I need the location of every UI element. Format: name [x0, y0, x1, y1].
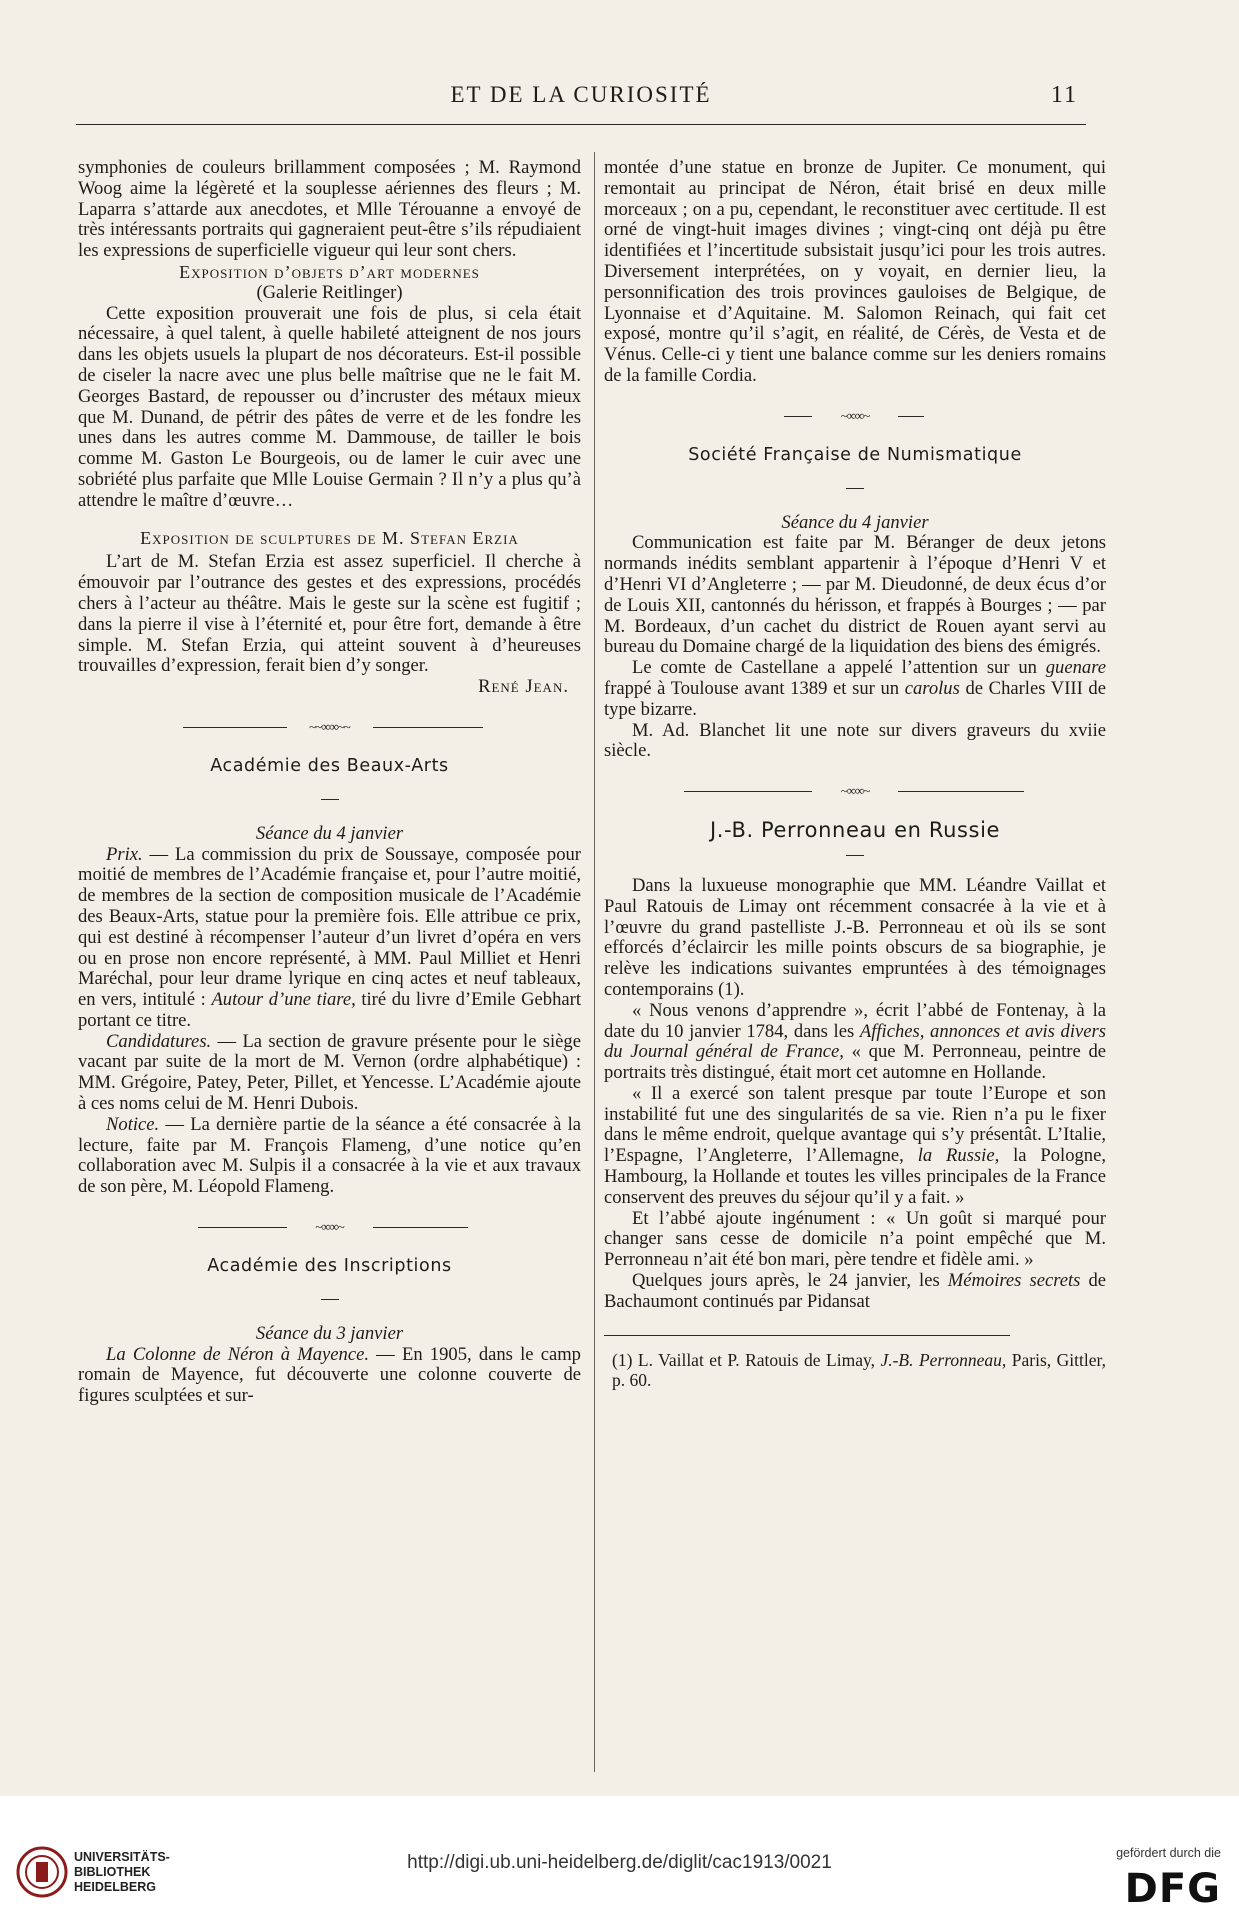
paragraph-lead: Notice.: [106, 1113, 160, 1135]
paragraph: Communication est faite par M. Béranger de deux jetons normands inédits semblant appartenir à l’époque d’Henri V et d’Henri VI d’Angleterre ; — par M. Dieudonné, de deux écus d’or de Louis XII, cantonnés du hérisson, et frappés à Bourges ; — par M. Bordeaux, d’un cachet du district de Rouen ayant servi au bureau du Domaine chargé de la liquidation des biens des émigrés.: [604, 532, 1106, 658]
paragraph: montée d’une statue en bronze de Jupiter. Ce monument, qui remontait au principat de Néron, était brisé en deux mille morceaux ; on a pu, cependant, le reconstituer avec certitude. Il est orné de vingt-huit images divines ; vingt-cinq ont déjà pu être identifiées et l’incertitude subsistait jusqu’ici pour les trois autres. Diversement interprétées, on y voyait, en dernier lieu, la personnification des trois provinces gauloises de Belgique, de Lyonnaise et d’Aquitaine. M. Salomon Reinach, qui fait cet exposé, montre qu’il s’agit, en réalité, de Cérès, de Vesta et de Vénus. Celle-ci y tient une balance comme sur les deniers romains de la famille Cordia.: [604, 157, 1106, 386]
section-title: Académie des Beaux-Arts: [210, 755, 449, 776]
library-name: UNIVERSITÄTS-BIBLIOTHEK HEIDELBERG: [74, 1850, 170, 1894]
short-rule: [846, 488, 864, 489]
footnote-text: Paris, Gittler, p. 60.: [612, 1349, 1107, 1390]
paragraph: [604, 1084, 1106, 1209]
paragraph-text: frappé à Toulouse avant 1389 et sur un: [604, 677, 905, 699]
article-title: J.-B. Perronneau en Russie: [709, 818, 1001, 843]
paragraph: M. Ad. Blanchet lit une note sur divers graveurs du xviie siècle.: [604, 719, 1106, 762]
paragraph-text: « Il a exercé son talent presque par toute l’Europe et son instabilité fut une des singularités de sa vie. Rien n’a pu le fixer dans le même endroit, quelque avantage qui s’y présentât. L’Italie, l’Espagne, l’Angleterre, l’Allemagne,: [604, 1082, 1106, 1167]
ornament-divider: ~∞∞~: [604, 409, 1106, 425]
coin-name: guenare: [1045, 657, 1106, 679]
ornament-divider: ~∞∞~: [604, 784, 1106, 800]
paragraph-lead: La Colonne de Néron à Mayence.: [106, 1343, 369, 1365]
paragraph-text: de Bachaumont continués par Pidansat: [604, 1270, 1106, 1312]
paragraph: Et l’abbé ajoute ingénument : « Un goût si marqué pour changer sans cesse de domicile n’a point empêché que M. Perronneau n’ait été bon mari, père tendre et fidèle ami. »: [604, 1207, 1106, 1271]
paragraph: [78, 845, 581, 1032]
paragraph: symphonies de couleurs brillamment composées ; M. Raymond Woog aime la légèreté et la souplesse aériennes des fleurs ; M. Laparra s’attarde aux anecdotes, et Mlle Térouanne a envoyé de très intéressants portraits qui gagneraient peut-être s’ils répudiaient les expressions de superficielle vigueur qui leur sont chers.: [78, 157, 581, 262]
footnote: [604, 1350, 1106, 1390]
footnote-rule: [604, 1335, 1010, 1336]
short-rule: [846, 855, 864, 856]
source-url[interactable]: http://digi.ub.uni-heidelberg.de/diglit/cac1913/0021: [407, 1852, 832, 1873]
column-divider: [594, 152, 595, 1772]
paragraph: [78, 1115, 581, 1198]
header-rule: [76, 124, 1086, 125]
paragraph-text: — La dernière partie de la séance a été consacrée à la lecture, faite par M. François Flameng, d’une notice qu’en collaboration avec M. Sulpis il a consacrée à la vie et aux travaux de son père, M. Léopold Flameng.: [78, 1113, 581, 1198]
paragraph-text: — En 1905, dans le camp romain de Mayence, fut découverte une colonne couverte de figures sculptées et sur-: [78, 1343, 581, 1407]
left-column: [78, 158, 581, 1407]
paragraph-lead: Candidatures.: [106, 1030, 212, 1052]
paragraph: Dans la luxueuse monographie que MM. Léandre Vaillat et Paul Ratouis de Limay ont récemment consacrée à la vie et à l’œuvre du grand pastelliste J.-B. Perronneau et où ils se sont efforcés d’éclaircir les mille points obscurs de sa biographie, je relève les indications suivantes empruntées à des témoignages contemporains (1).: [604, 874, 1106, 1000]
paragraph-text: la Pologne, Hambourg, la Hollande et toutes les villes principales de la France conservent des preuves du séjour qu’il y a fait. »: [604, 1145, 1106, 1208]
running-head: [76, 80, 1086, 112]
short-rule: [321, 799, 339, 800]
page-number: 11: [1050, 82, 1078, 108]
coin-name: carolus: [904, 677, 960, 699]
digitization-footer: [0, 1796, 1239, 1916]
paragraph-lead: Prix.: [106, 843, 143, 865]
periodical-title: Affiches, annonces et avis divers du Journal général de France,: [604, 1020, 1106, 1063]
paragraph-text: Le comte de Castellane a appelé l’attention sur un: [632, 657, 1046, 679]
funding-note: gefördert durch die: [1116, 1846, 1221, 1860]
session-date: Séance du 4 janvier: [781, 511, 929, 533]
short-rule: [321, 1299, 339, 1300]
paragraph-text: de Charles VIII de type bizarre.: [604, 677, 1106, 720]
dfg-logo: DFG: [1124, 1866, 1221, 1912]
paragraph: [604, 1001, 1106, 1084]
ornament-divider: ~~∞∞~~: [78, 720, 581, 736]
ornament-divider: ~∞∞~: [78, 1220, 581, 1236]
footnote-text: (1) L. Vaillat et P. Ratouis de Limay,: [612, 1349, 881, 1370]
paragraph: L’art de M. Stefan Erzia est assez superficiel. Il cherche à émouvoir par l’outrance des gestes et des expressions, procédés chers à l’acteur au théâtre. Mais le geste sur la scène est fugitif ; dans la pierre il vise à l’éternité et, pour être fort, demande à être simple. M. Stefan Erzia, qui atteint souvent à d’heureuses trouvailles d’expression, ferait bien d’y songer.: [78, 551, 581, 677]
right-column: [604, 158, 1106, 1390]
paragraph-text: — La commission du prix de Soussaye, composée pour moitié de membres de l’Académie française et, pour l’autre moitié, de membres de la section de composition musicale de l’Académie des Beaux-Arts, statue pour la première fois. Elle attribue ce prix, qui est destiné à récompenser l’auteur d’un livret d’opéra en vers ou en prose non encore représenté, à MM. Paul Milliet et Henri Maréchal, pour leur drame lyrique en cinq actes et neuf tableaux, en vers, intitulé :: [78, 843, 581, 1011]
paragraph: Cette exposition prouverait une fois de plus, si cela était nécessaire, à quel talent, à quelle habileté atteignent de nos jours dans les objets usuels la plupart de nos décorateurs. Est-il possible de ciseler la nacre avec une plus belle maîtrise que ne le fait M. Georges Bastard, de repousser ou d’incruster des métaux mieux que M. Dunand, de pétrir des pâtes de verre et de les fondre les unes dans les autres comme M. Dammouse, de tailler le bois comme M. Gaston Le Bourgeois, ou de lamer le cuir avec une sobriété plus parfaite que Mlle Louise Germain ? Il n’y a plus qu’à attendre le maître d’œuvre…: [78, 302, 581, 511]
paragraph: [604, 658, 1106, 720]
exhibition-heading: Exposition d’objets d’art modernes: [179, 261, 480, 282]
paragraph: [604, 1271, 1106, 1313]
book-title: J.-B. Perronneau,: [880, 1349, 1007, 1370]
running-head-title: ET DE LA CURIOSITÉ: [450, 82, 712, 107]
paragraph: [78, 1345, 581, 1407]
exhibition-heading: Exposition de sculptures de M. Stefan Erzia: [140, 527, 519, 548]
session-date: Séance du 4 janvier: [255, 822, 404, 844]
section-title: Académie des Inscriptions: [207, 1256, 452, 1277]
exhibition-subheading: (Galerie Reitlinger): [256, 281, 403, 303]
emphasis: la Russie,: [917, 1145, 1000, 1167]
paragraph-text: tiré du livre d’Emile Gebhart portant ce titre.: [78, 989, 581, 1031]
session-date: Séance du 3 janvier: [255, 1322, 404, 1344]
paragraph-text: — La section de gravure présente pour le siège vacant par suite de la mort de M. Vernon (ordre alphabétique) : MM. Grégoire, Patey, Peter, Pillet, et Yencesse. L’Académie ajoute à ces noms celui de M. Henri Dubois.: [78, 1030, 581, 1115]
periodical-title: Mémoires secrets: [947, 1270, 1081, 1292]
section-title: Société Française de Numismatique: [688, 444, 1022, 465]
work-title: Autour d’une tiare,: [211, 989, 356, 1011]
paragraph-text: « Nous venons d’apprendre », écrit l’abbé de Fontenay, à la date du 10 janvier 1784, dans les: [604, 999, 1106, 1042]
paragraph: [78, 1032, 581, 1115]
author-signature: René Jean.: [478, 676, 569, 698]
paragraph-text: « que M. Perronneau, peintre de portraits très distingué, était mort cet automne en Hollande.: [604, 1041, 1106, 1084]
paragraph-text: Quelques jours après, le 24 janvier, les: [632, 1270, 948, 1292]
